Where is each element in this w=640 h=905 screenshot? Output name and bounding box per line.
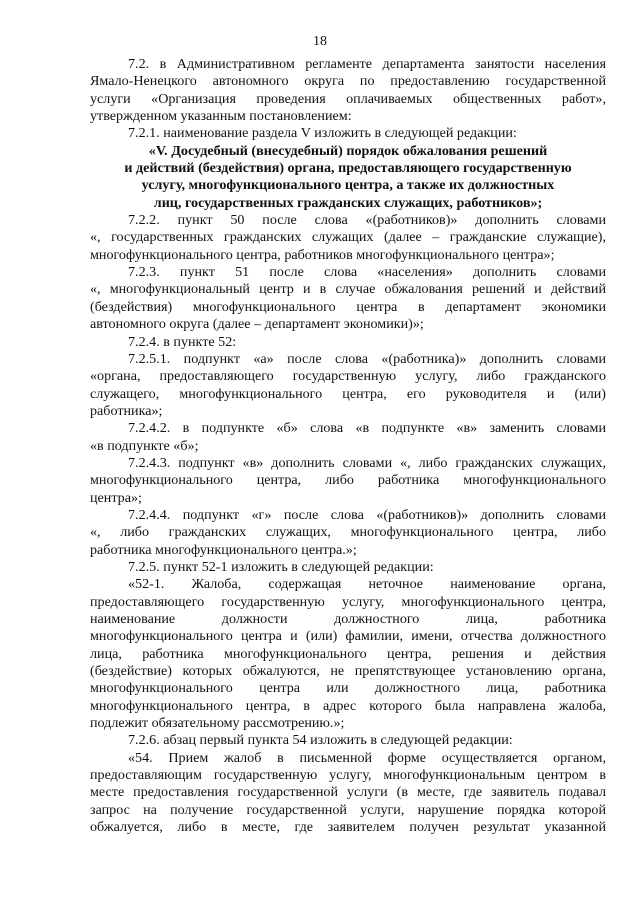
text-line: 7.2.4. в пункте 52: bbox=[128, 333, 237, 350]
text-line: услуги «Организация проведения оплачиваемых общественных работ», bbox=[90, 90, 606, 107]
text-line: 7.2.4.3. подпункт «в» дополнить словами «, либо гражданских служащих, bbox=[128, 454, 606, 471]
text-line: подлежит обязательному рассмотрению.»; bbox=[90, 715, 345, 732]
text-line: 7.2. в Административном регламенте департамента занятости населения bbox=[128, 56, 606, 72]
text-line: работника»; bbox=[90, 402, 163, 419]
text-line: предоставляющим государственную услугу, многофункциональным центром в bbox=[90, 767, 606, 784]
text-line: 7.2.6. абзац первый пункта 54 изложить в следующей редакции: bbox=[128, 732, 513, 749]
text-line: наименование должности должностного лица, работника bbox=[90, 611, 606, 627]
document-body bbox=[90, 56, 606, 836]
text-line: лица, работника многофункционального центра, решения и действия bbox=[90, 645, 606, 662]
text-line: месте предоставления государственной услуги (в месте, где заявитель подавал bbox=[90, 784, 606, 801]
page-number: 18 bbox=[313, 34, 327, 49]
text-line: Ямало-Ненецкого автономного округа по предоставлению государственной bbox=[90, 73, 606, 90]
text-line: «, многофункциональный центр и в случае обжалования решений и действий bbox=[90, 281, 606, 298]
text-line: многофункционального центра или должностного лица, работника bbox=[90, 680, 606, 697]
text-line: 7.2.3. пункт 51 после слова «населения» дополнить словами bbox=[128, 264, 606, 281]
text-line: 7.2.5.1. подпункт «а» после слова «(работника)» дополнить словами bbox=[128, 350, 606, 367]
text-line: центра»; bbox=[90, 489, 142, 506]
text-line: 7.2.4.2. в подпункте «б» слова «в подпункте «в» заменить словами bbox=[128, 420, 606, 437]
text-line: многофункционального центра и (или) фамилии, имени, отчества должностного bbox=[90, 628, 606, 645]
text-line: автономного округа (далее – департамент экономики)»; bbox=[90, 316, 424, 333]
section-heading-line: услугу, многофункционального центра, а также их должностных bbox=[141, 177, 555, 194]
section-heading-line: и действий (бездействия) органа, предоставляющего государственную bbox=[124, 160, 572, 177]
text-line: предоставляющего государственную услугу, многофункционального центра, bbox=[90, 593, 606, 610]
section-heading-line: лиц, государственных гражданских служащих, работников»; bbox=[153, 194, 543, 211]
text-line: (бездействия) многофункционального центра в департамент экономики bbox=[90, 298, 606, 315]
text-line: «, либо гражданских служащих, многофункционального центра, либо bbox=[90, 524, 606, 541]
text-line: многофункционального центра, либо работника многофункционального bbox=[90, 472, 606, 489]
text-line: «52-1. Жалоба, содержащая неточное наименование органа, bbox=[128, 576, 606, 593]
text-line: «в подпункте «б»; bbox=[90, 437, 199, 454]
text-line: обжалуется, либо в месте, где заявителем получен результат указанной bbox=[90, 819, 606, 836]
text-line: 7.2.4.4. подпункт «г» после слова «(работников)» дополнить словами bbox=[128, 506, 606, 523]
text-line: служащего, многофункционального центра, его руководителя и (или) bbox=[90, 385, 606, 402]
text-line: 7.2.1. наименование раздела V изложить в следующей редакции: bbox=[128, 125, 517, 142]
text-line: утвержденном указанным постановлением: bbox=[90, 108, 352, 125]
text-line: «, государственных гражданских служащих (далее – гражданские служащие), bbox=[90, 229, 606, 246]
text-line: (бездействие) которых обжалуются, не препятствующее установлению органа, bbox=[90, 663, 606, 680]
text-line: «органа, предоставляющего государственную услугу, либо гражданского bbox=[90, 368, 606, 385]
text-line: запрос на получение государственной услуги, нарушение порядка которой bbox=[90, 801, 606, 818]
text-line: работника многофункционального центра.»; bbox=[90, 541, 357, 558]
text-line: 7.2.5. пункт 52-1 изложить в следующей редакции: bbox=[128, 558, 434, 575]
text-line: «54. Прием жалоб в письменной форме осуществляется органом, bbox=[128, 749, 606, 766]
text-line: многофункционального центра, работников многофункционального центра»; bbox=[90, 246, 555, 263]
section-heading-line: «V. Досудебный (внесудебный) порядок обжалования решений bbox=[148, 142, 548, 159]
text-line: многофункционального центра, в адрес которого была направлена жалоба, bbox=[90, 697, 606, 714]
text-line: 7.2.2. пункт 50 после слова «(работников)» дополнить словами bbox=[128, 212, 606, 229]
